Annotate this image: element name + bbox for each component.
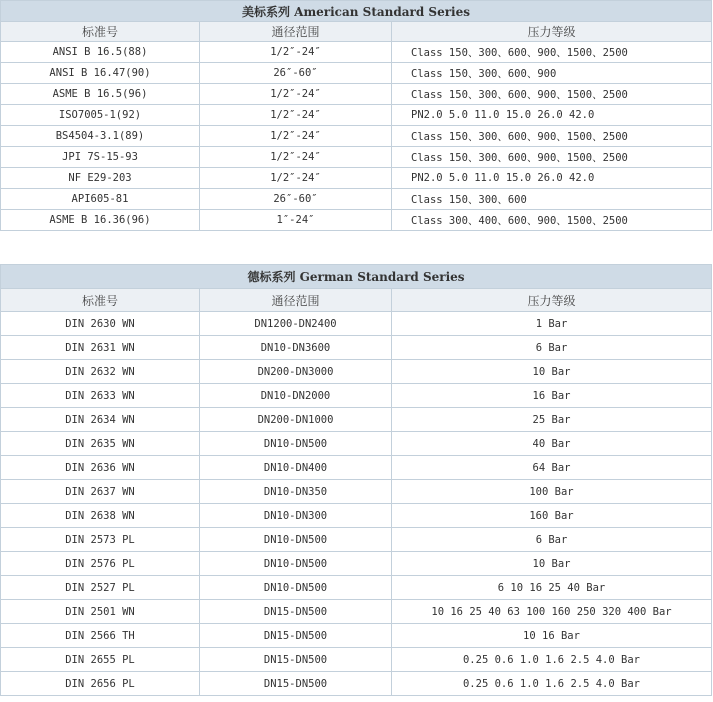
size-range-cell: DN200-DN3000 [200,360,392,384]
standard-cell: DIN 2635 WN [1,432,200,456]
table-row [1,648,712,672]
table-row [1,147,712,168]
pressure-rating-cell: 100 Bar [392,480,712,504]
column-header-size-range: 通径范围 [200,289,392,312]
american-standard-table [0,0,712,231]
pressure-rating-cell: 160 Bar [392,504,712,528]
size-range-cell: DN200-DN1000 [200,408,392,432]
standard-cell: DIN 2527 PL [1,576,200,600]
table-row [1,552,712,576]
pressure-rating-cell: 0.25 0.6 1.0 1.6 2.5 4.0 Bar [392,648,712,672]
pressure-rating-cell: 25 Bar [392,408,712,432]
pressure-rating-cell: 6 Bar [392,336,712,360]
table-row [1,63,712,84]
standard-cell: DIN 2638 WN [1,504,200,528]
column-header-size-range: 通径范围 [200,22,392,42]
table-row [1,336,712,360]
size-range-cell: 1/2″-24″ [200,147,392,168]
size-range-cell: DN15-DN500 [200,648,392,672]
size-range-cell: DN10-DN400 [200,456,392,480]
size-range-cell: DN10-DN500 [200,576,392,600]
size-range-cell: DN10-DN500 [200,528,392,552]
size-range-cell: 1/2″-24″ [200,168,392,189]
standard-cell: DIN 2501 WN [1,600,200,624]
table-row [1,189,712,210]
german-standard-table [0,264,712,696]
pressure-rating-cell: 10 Bar [392,360,712,384]
column-header-standard: 标准号 [1,289,200,312]
size-range-cell: 1″-24″ [200,210,392,231]
standard-cell: ISO7005-1(92) [1,105,200,126]
pressure-rating-cell: 64 Bar [392,456,712,480]
table-row [1,480,712,504]
standard-cell: ASME B 16.36(96) [1,210,200,231]
standard-cell: DIN 2632 WN [1,360,200,384]
pressure-rating-cell: 10 Bar [392,552,712,576]
table-row [1,126,712,147]
standard-cell: BS4504-3.1(89) [1,126,200,147]
standard-cell: DIN 2630 WN [1,312,200,336]
size-range-cell: DN10-DN2000 [200,384,392,408]
column-header-pressure-rating: 压力等级 [392,22,712,42]
standard-cell: ANSI B 16.47(90) [1,63,200,84]
table-row [1,672,712,696]
pressure-rating-cell: Class 150、300、600、900、1500、2500 [392,84,712,105]
table-row [1,408,712,432]
standard-cell: DIN 2576 PL [1,552,200,576]
pressure-rating-cell: Class 150、300、600、900 [392,63,712,84]
pressure-rating-cell: Class 150、300、600、900、1500、2500 [392,126,712,147]
table-row [1,432,712,456]
pressure-rating-cell: Class 150、300、600、900、1500、2500 [392,147,712,168]
table-row [1,384,712,408]
table-row [1,105,712,126]
standard-cell: JPI 7S-15-93 [1,147,200,168]
pressure-rating-cell: 1 Bar [392,312,712,336]
standard-cell: DIN 2637 WN [1,480,200,504]
size-range-cell: 1/2″-24″ [200,84,392,105]
table-row [1,528,712,552]
table-row [1,312,712,336]
pressure-rating-cell: 40 Bar [392,432,712,456]
table-spacer [0,238,711,264]
size-range-cell: 26″-60″ [200,189,392,210]
pressure-rating-cell: 10 16 Bar [392,624,712,648]
size-range-cell: 1/2″-24″ [200,42,392,63]
standard-cell: ANSI B 16.5(88) [1,42,200,63]
pressure-rating-cell: 10 16 25 40 63 100 160 250 320 400 Bar [392,600,712,624]
german-header-row [1,289,712,312]
german-table-title: 德标系列 German Standard Series [1,265,712,289]
pressure-rating-cell: PN2.0 5.0 11.0 15.0 26.0 42.0 [392,168,712,189]
size-range-cell: 1/2″-24″ [200,126,392,147]
column-header-pressure-rating: 压力等级 [392,289,712,312]
size-range-cell: DN10-DN3600 [200,336,392,360]
size-range-cell: DN10-DN500 [200,552,392,576]
table-row [1,168,712,189]
pressure-rating-cell: 0.25 0.6 1.0 1.6 2.5 4.0 Bar [392,672,712,696]
column-header-standard: 标准号 [1,22,200,42]
standard-cell: DIN 2636 WN [1,456,200,480]
size-range-cell: DN1200-DN2400 [200,312,392,336]
size-range-cell: 26″-60″ [200,63,392,84]
table-row [1,84,712,105]
table-row [1,42,712,63]
standard-cell: NF E29-203 [1,168,200,189]
size-range-cell: DN15-DN500 [200,624,392,648]
pressure-rating-cell: 6 Bar [392,528,712,552]
table-row [1,576,712,600]
table-row [1,210,712,231]
size-range-cell: DN10-DN300 [200,504,392,528]
table-row [1,456,712,480]
pressure-rating-cell: Class 300、400、600、900、1500、2500 [392,210,712,231]
size-range-cell: DN10-DN350 [200,480,392,504]
standard-cell: ASME B 16.5(96) [1,84,200,105]
standard-cell: DIN 2634 WN [1,408,200,432]
table-row [1,504,712,528]
size-range-cell: DN10-DN500 [200,432,392,456]
table-row [1,624,712,648]
standard-cell: DIN 2566 TH [1,624,200,648]
size-range-cell: DN15-DN500 [200,672,392,696]
standard-cell: DIN 2633 WN [1,384,200,408]
pressure-rating-cell: Class 150、300、600 [392,189,712,210]
american-table-title: 美标系列 American Standard Series [1,1,712,22]
pressure-rating-cell: 6 10 16 25 40 Bar [392,576,712,600]
size-range-cell: DN15-DN500 [200,600,392,624]
american-header-row [1,22,712,42]
pressure-rating-cell: 16 Bar [392,384,712,408]
standard-cell: DIN 2631 WN [1,336,200,360]
standard-cell: DIN 2656 PL [1,672,200,696]
table-row [1,360,712,384]
standard-cell: DIN 2655 PL [1,648,200,672]
pressure-rating-cell: Class 150、300、600、900、1500、2500 [392,42,712,63]
table-row [1,600,712,624]
pressure-rating-cell: PN2.0 5.0 11.0 15.0 26.0 42.0 [392,105,712,126]
standard-cell: DIN 2573 PL [1,528,200,552]
standard-cell: API605-81 [1,189,200,210]
size-range-cell: 1/2″-24″ [200,105,392,126]
